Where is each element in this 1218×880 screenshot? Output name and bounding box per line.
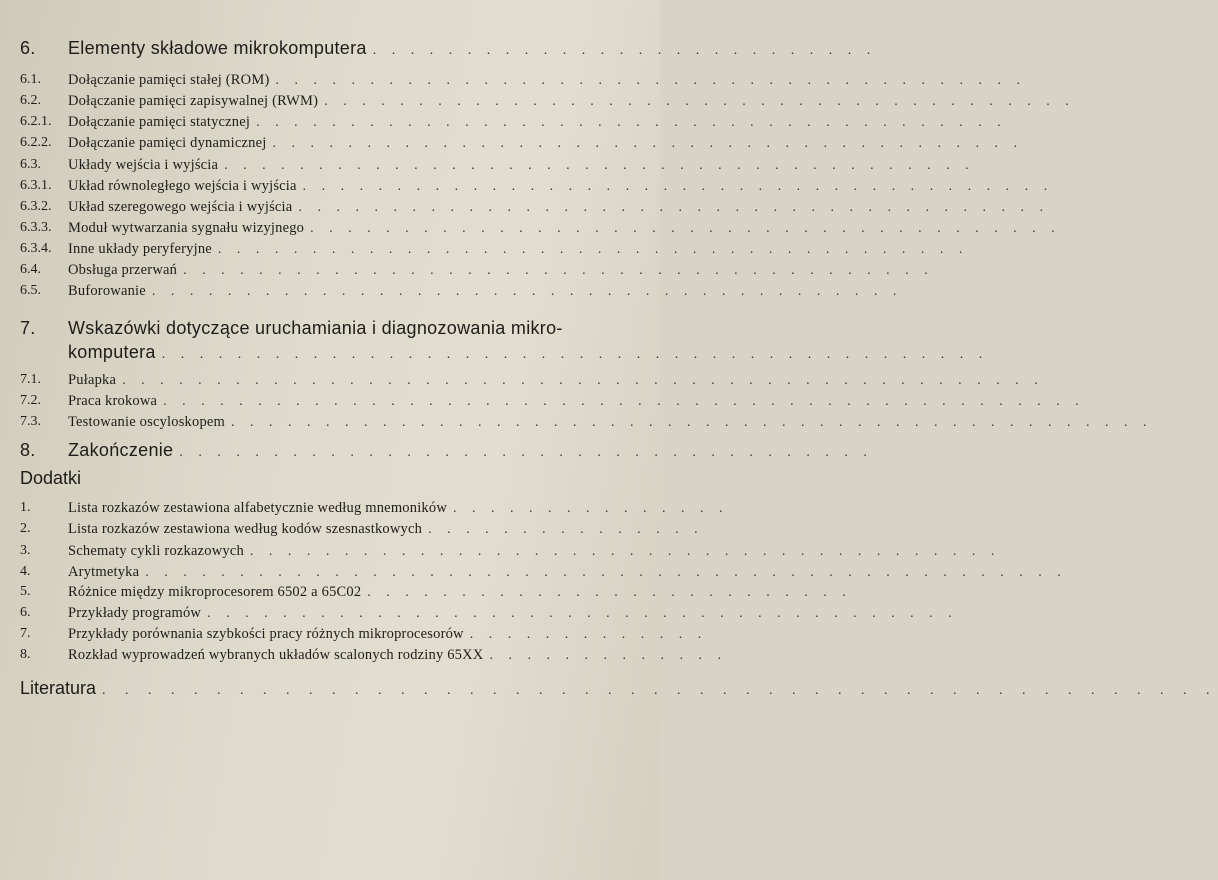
toc-entry (0, 93, 1075, 110)
leader-dots: . . . . . . . . . . . . . . . . . . . . . . . . . . . . . . . . . . . . . . . . (272, 136, 1023, 151)
leader-dots: . . . . . . . . . . . . . . . (428, 522, 704, 537)
entry-number: 7.3. (20, 414, 41, 429)
entry-title: Przykłady porównania szybkości pracy różnych mikroprocesorów (68, 626, 464, 642)
entry-number: 6.3.2. (20, 199, 52, 214)
toc-entry (0, 72, 1026, 89)
entry-title: Dołączanie pamięci dynamicznej (68, 135, 267, 151)
leader-dots: . . . . . . . . . . . . . . . . . . . . . . . . . . . . . . . . . . . . . . . . (224, 158, 975, 173)
entry-number: 6.2. (20, 93, 41, 108)
entry-title: Dołączanie pamięci statycznej (68, 114, 251, 130)
leader-dots: . . . . . . . . . . . . . . . . . . . . . . . . . . . . . . . . . . . . . . . . . . . . . . . . . (122, 373, 1044, 388)
entry-title: Przykłady programów (68, 605, 202, 621)
toc-entry (0, 241, 969, 258)
appendix-entry (0, 584, 852, 601)
entry-number: 6.4. (20, 262, 41, 277)
leader-dots: . . . . . . . . . . . . . . . . . . . . . . . . . . . . . . . . . . . . . . . . (207, 606, 958, 621)
toc-entry (0, 283, 903, 300)
leader-dots: . . . . . . . . . . . . . . . . . . . . . . . . . . . . . . . . . . . . . . . . . . . . . . . . . (231, 415, 1153, 430)
entry-number: 4. (20, 564, 31, 579)
entry-title: Dołączanie pamięci stałej (ROM) (68, 72, 270, 88)
entry-title: Rozkład wyprowadzeń wybranych układów scalonych rodziny 65XX (68, 647, 484, 663)
toc-entry (0, 220, 1061, 237)
entry-number: 6.3.1. (20, 178, 52, 193)
entry-number: 8. (20, 647, 31, 662)
literature-heading: Literatura (20, 678, 97, 698)
toc-entry (0, 178, 1054, 195)
leader-dots: . . . . . . . . . . . . . . . . . . . . . . . . . . . . . . . . . . . . . . . . (256, 115, 1007, 130)
leader-dots: . . . . . . . . . . . . . . . . . . . . . . . . . . . . . . . . . . . . . . . . . . . . (161, 347, 989, 362)
appendix-entry (0, 647, 727, 664)
toc-entry (0, 114, 1007, 131)
toc-entry (0, 135, 1023, 152)
entry-number: 5. (20, 584, 31, 599)
chapter-title: Elementy składowe mikrokomputera (68, 38, 367, 58)
entry-number: 1. (20, 500, 31, 515)
leader-dots: . . . . . . . . . . . . . . . . . . . . . . . . . . . (372, 43, 877, 58)
entry-number: 6.3.3. (20, 220, 52, 235)
appendix-heading: Dodatki (20, 468, 82, 488)
entry-number: 6. (20, 605, 31, 620)
toc-chapter-8 (0, 440, 873, 461)
entry-title: Arytmetyka (68, 564, 140, 580)
entry-number: 6.5. (20, 283, 41, 298)
entry-number: 6.1. (20, 72, 41, 87)
toc-entry (0, 157, 975, 174)
toc-entry (0, 199, 1049, 216)
leader-dots: . . . . . . . . . . . . . . . . . . . . . . . . . . . . . . . . . . . . . . . . (249, 544, 1001, 559)
entry-title: Lista rozkazów zestawiona według kodów szesnastkowych (68, 521, 423, 537)
toc-entry (0, 414, 1153, 431)
toc-chapter-6 (0, 38, 877, 59)
entry-number: 7.2. (20, 393, 41, 408)
leader-dots: . . . . . . . . . . . . . . . . . . . . . . . . . . . . . . . . . . . . . . . . (183, 263, 934, 278)
appendix-entry (0, 543, 1001, 560)
leader-dots: . . . . . . . . . . . . . . . . . . . . . . . . . . . . . . . . . . . . . . . . (151, 284, 903, 299)
leader-dots: . . . . . . . . . . . . . . . . . . . . . . . . . . . . . . . . . . . . . . . . (275, 73, 1026, 88)
chapter-title-line-2: komputera (68, 342, 156, 362)
entry-title: Dołączanie pamięci zapisywalnej (RWM) (68, 93, 319, 109)
entry-number: 3. (20, 543, 31, 558)
leader-dots: . . . . . . . . . . . . . . . . . . . . . . . . . . . . . . . . . . . . . . . . . . . . . . . . . (102, 683, 1218, 698)
leader-dots: . . . . . . . . . . . . . . . . . . . . . . . . . . . . . . . . . . . . . . . . (302, 179, 1054, 194)
entry-title: Buforowanie (68, 283, 146, 299)
leader-dots: . . . . . . . . . . . . . . . (453, 501, 729, 516)
leader-dots: . . . . . . . . . . . . . (469, 627, 708, 642)
entry-number: 6.2.2. (20, 135, 52, 150)
entry-title: Układ szeregowego wejścia i wyjścia (68, 199, 293, 215)
chapter-number: 6. (20, 38, 36, 58)
toc-chapter-7 (0, 318, 660, 339)
leader-dots: . . . . . . . . . . . . . (489, 648, 727, 663)
appendix-entry (0, 626, 708, 643)
leader-dots: . . . . . . . . . . . . . . . . . . . . . . . . . . . . . . . . . . . . . (179, 445, 873, 460)
toc-literature (20, 678, 1218, 699)
leader-dots: . . . . . . . . . . . . . . . . . . . . . . . . . . . . . . . . . . . . . . . . . . . . . . . . . (145, 565, 1067, 580)
appendix-entry (0, 605, 958, 622)
entry-title: Schematy cykli rozkazowych (68, 543, 244, 559)
leader-dots: . . . . . . . . . . . . . . . . . . . . . . . . . . . . . . . . . . . . . . . . (324, 94, 1075, 109)
entry-title: Układy wejścia i wyjścia (68, 157, 219, 173)
leader-dots: . . . . . . . . . . . . . . . . . . . . . . . . . . . . . . . . . . . . . . . . . . . . . . . . . (163, 394, 1085, 409)
appendix-entry (0, 500, 729, 517)
entry-title: Obsługa przerwań (68, 262, 178, 278)
entry-title: Pułapka (68, 372, 117, 388)
entry-title: Inne układy peryferyjne (68, 241, 212, 257)
entry-number: 7.1. (20, 372, 41, 387)
entry-title: Różnice między mikroprocesorem 6502 a 65C02 (68, 584, 362, 600)
entry-title: Testowanie oscyloskopem (68, 414, 226, 430)
toc-entry (0, 262, 934, 279)
appendix-entry (0, 521, 704, 538)
entry-number: 2. (20, 521, 31, 536)
entry-number: 6.2.1. (20, 114, 52, 129)
chapter-title: Zakończenie (68, 440, 174, 460)
chapter-title-line-1: Wskazówki dotyczące uruchamiania i diagnozowania mikro- (68, 318, 563, 338)
toc-chapter-7-continued (0, 342, 989, 363)
entry-title: Układ równoległego wejścia i wyjścia (68, 178, 297, 194)
leader-dots: . . . . . . . . . . . . . . . . . . . . . . . . . . (367, 585, 852, 600)
chapter-number: 8. (20, 440, 36, 460)
toc-entry (0, 393, 1085, 410)
toc-entry (0, 372, 1044, 389)
entry-number: 7. (20, 626, 31, 641)
entry-title: Lista rozkazów zestawiona alfabetycznie według mnemoników (68, 500, 447, 516)
leader-dots: . . . . . . . . . . . . . . . . . . . . . . . . . . . . . . . . . . . . . . . . (298, 200, 1049, 215)
entry-title: Praca krokowa (68, 393, 158, 409)
entry-number: 6.3. (20, 157, 41, 172)
chapter-number: 7. (20, 318, 36, 338)
appendix-entry (0, 564, 1067, 581)
entry-number: 6.3.4. (20, 241, 52, 256)
entry-title: Moduł wytwarzania sygnału wizyjnego (68, 220, 305, 236)
leader-dots: . . . . . . . . . . . . . . . . . . . . . . . . . . . . . . . . . . . . . . . . (310, 221, 1061, 236)
leader-dots: . . . . . . . . . . . . . . . . . . . . . . . . . . . . . . . . . . . . . . . . (217, 242, 969, 257)
